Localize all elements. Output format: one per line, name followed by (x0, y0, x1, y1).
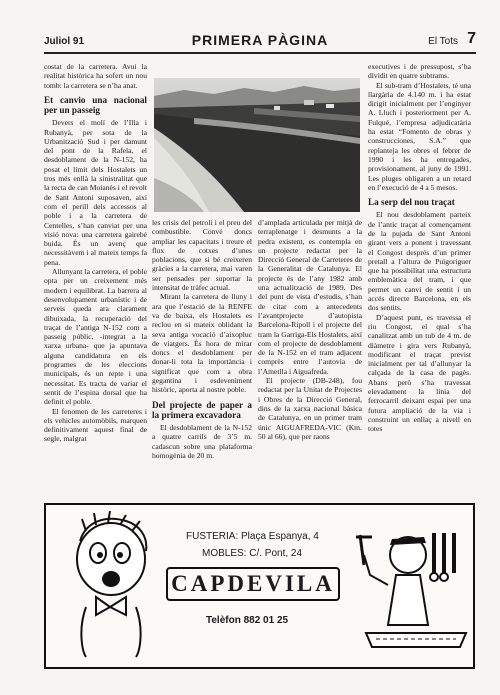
subheading: La serp del nou traçat (368, 197, 455, 208)
paragraph: El projecte (DB-248), fou redactat per la Unitat de Projectes i Obres de la Direcció General, dins de la xarxa nacional bàsica de Catalunya, en un primer tram únic AIGUAFREDA-VIC (Km. 50 al 66), que per raons (258, 376, 362, 441)
article-column-4 (368, 62, 471, 487)
paragraph: d’amplada articulada per mitjà de terraplenatge i desmunts a la pedra existent, es contempla en un projecte redactat per la Direcció General de Carreteres de la Generalitat de Catalunya. El projecte és de l’any 1982 amb una actualització de 1989. Des del punt de vista d’estudis, s’han de citar com a antecedents l’avantprojecte d’autopista Barcelona-Ripoll i el projecte del tram la Garriga-Els Hostalets, així com el projecte de desdoblament de la N-152 en el tram adjacent comprès entre l’autovia de l’Ametlla i Aiguafreda. (258, 218, 362, 376)
paragraph: Allunyant la carretera, el poble opta per un creixement més modern i equilibrat. La barrera al desenvolupament urbanístic i de serveis queda ara clarament dibuixada, la recuperació del traçat de l’antiga N-152 com a passeig públic, -integrat a la xarxa urbana- que ja apuntava alguna candidatura en els programes de les eleccions municipals, és un repte i una necessitat. Es tracta de variar el sentit de l’espina dorsal que ha definit el poble. (44, 267, 147, 407)
section-title: PRIMERA PÀGINA (191, 32, 329, 48)
subheading: Et canvio una nacional per un passeig (44, 94, 147, 116)
paragraph: Devers el molí de l’Illa i Rubanyà, per sota de la Urbanització Sud i per damunt del pont de la Rafela, el desdoblament de la N-152, ha posat el límit dels Hostalets un tros més enllà la sinistralitat que la recta de can Moianès i el revolt de Sant Antoni suposaven, així com el perill dels accessos al poble i a la carretera de Centelles, s’han canviat per una visió nova: una carretera gairebé buida. És un avenç que necessitàvem i al mateix temps fa pena. (44, 118, 147, 267)
road-construction-photo (154, 78, 360, 212)
ad-address-furniture: MOBLES: C/. Pont, 24 (202, 548, 303, 559)
publication-name: El Tots (428, 36, 458, 47)
paragraph: les crisis del petroli i el preu del combustible. Convé doncs ampliar les capacitats i treure el flux de cotxes d’unes poblacions, que si bé creixeren gràcies a la carretera, mai varen ser pensades per suportar la intensitat de tràfec actual. (152, 218, 252, 293)
article-column-2 (152, 218, 252, 488)
cartoon-character-icon (56, 511, 166, 659)
paragraph: El fenomen de les carreteres i els vehicles automòbils, marquen definitivament aquest final de segle, malgrat (44, 406, 147, 444)
article-column-3 (258, 218, 362, 488)
carpenter-illustration-icon (346, 515, 468, 663)
ad-address-carpentry: FUSTERIA: Plaça Espanya, 4 (186, 531, 319, 542)
issue-date: Juliol 91 (44, 36, 85, 47)
ad-brand-logo: CAPDEVILA (166, 567, 340, 601)
page-header (44, 30, 476, 54)
advertisement (44, 503, 475, 669)
paragraph: executives i de pressupost, s’ha dividit en quatre subtrams. (368, 62, 471, 81)
paragraph: Mirant la carretera de lluny i ara que l’estació de la RENFE va de baixa, els Hostalets es reclou en si mateix oblidant la seva antiga vocació d’aixopluc de viatgers. És hora de mirar doncs el desdoblament per donar-li tota la importància i significat que com a obra gegantina i esdeveniment històric, aporta al nostre poble. (152, 292, 252, 395)
article-column-1 (44, 62, 147, 487)
paragraph: El desdoblament de la N-152 a quatre carrils de 3’5 m. cadascun sobre una plataforma homogènia de 20 m. (152, 423, 252, 460)
photo-illustration (154, 78, 360, 212)
paragraph: El nou desdoblament parteix de l’antic traçat al començament de la pujada de Sant Antoni girant vers a ponent i travessant el Congost després d’un primer pretall a l’altura de Puigoriguer que ha possibilitat una estructura emblemàtica del tram, i que permet un canvi de sentit i un accés directe Barcelona, en els dos sentits. (368, 210, 471, 313)
paragraph: El sub-tram d’Hostalets, té una llargària de 4.140 m. i ha estat dirigit inicialment per l’enginyer A. Lluch i posteriorment per A. Fulqué, l’empresa adjudicatària ha estat “Fomento de obras y construcciones, S.A.” que replanteja les obres el febrer de 1990 i les ha entregades, provisionament, al juny de 1991. Les pluges obligaren a un retard en l’execució de 4 a 5 mesos. (368, 80, 471, 192)
paragraph: D’aquest punt, es travessa el riu Congost, el qual s’ha canalitzat amb un tub de 4 m. de diàmetre i gira vers Rubanyà, modificant el traçat previst inicialment per tal d’allunyar la calçada de la casa de pagès. Abans però s’ha travessat elevadament la línia del ferrocarril deixant espai per una futura ampliació de la via i construint un enllaç a nivell en totes (368, 312, 471, 434)
subheading: Del projecte de paper a la primera excavadora (152, 399, 252, 420)
paragraph: costat de la carretera. Avui la realitat històrica ha sofert un nou tomb: la carretera se n’ha anat. (44, 62, 147, 90)
page-number: 7 (467, 30, 476, 47)
ad-phone: Telèfon 882 01 25 (206, 615, 289, 626)
